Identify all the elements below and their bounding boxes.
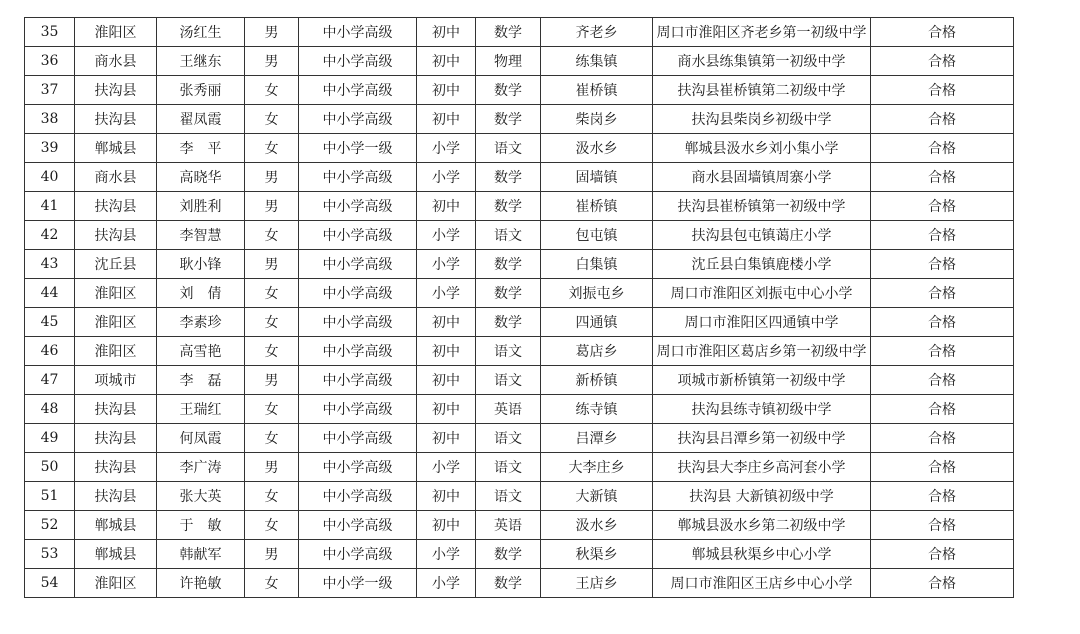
subject-cell: 数学 xyxy=(476,105,541,134)
gender-cell: 男 xyxy=(245,366,299,395)
subject-cell: 物理 xyxy=(476,47,541,76)
subject-cell: 语文 xyxy=(476,482,541,511)
gender-cell: 男 xyxy=(245,250,299,279)
table-row xyxy=(25,453,1014,482)
subject-cell: 数学 xyxy=(476,76,541,105)
subject-cell: 语文 xyxy=(476,134,541,163)
row-number: 42 xyxy=(25,221,75,250)
district-cell: 郸城县 xyxy=(75,134,157,163)
row-number: 52 xyxy=(25,511,75,540)
level-cell: 初中 xyxy=(417,337,476,366)
result-cell: 合格 xyxy=(871,453,1014,482)
level-cell: 小学 xyxy=(417,134,476,163)
level-cell: 小学 xyxy=(417,453,476,482)
level-cell: 初中 xyxy=(417,366,476,395)
row-number: 41 xyxy=(25,192,75,221)
row-number: 53 xyxy=(25,540,75,569)
town-cell: 练寺镇 xyxy=(541,395,653,424)
name-cell: 耿小锋 xyxy=(157,250,245,279)
level-cell: 初中 xyxy=(417,395,476,424)
school-cell: 商水县练集镇第一初级中学 xyxy=(653,47,871,76)
name-cell: 高晓华 xyxy=(157,163,245,192)
row-number: 43 xyxy=(25,250,75,279)
row-number: 40 xyxy=(25,163,75,192)
level-cell: 初中 xyxy=(417,47,476,76)
result-cell: 合格 xyxy=(871,47,1014,76)
district-cell: 扶沟县 xyxy=(75,105,157,134)
district-cell: 淮阳区 xyxy=(75,308,157,337)
town-cell: 王店乡 xyxy=(541,569,653,598)
gender-cell: 女 xyxy=(245,308,299,337)
district-cell: 商水县 xyxy=(75,47,157,76)
title-cell: 中小学一级 xyxy=(299,134,417,163)
row-number: 54 xyxy=(25,569,75,598)
table-row xyxy=(25,395,1014,424)
subject-cell: 数学 xyxy=(476,569,541,598)
result-cell: 合格 xyxy=(871,18,1014,47)
name-cell: 刘胜利 xyxy=(157,192,245,221)
table-row xyxy=(25,192,1014,221)
subject-cell: 英语 xyxy=(476,395,541,424)
result-cell: 合格 xyxy=(871,221,1014,250)
table-row xyxy=(25,569,1014,598)
row-number: 48 xyxy=(25,395,75,424)
school-cell: 周口市淮阳区四通镇中学 xyxy=(653,308,871,337)
level-cell: 小学 xyxy=(417,163,476,192)
school-cell: 扶沟县 大新镇初级中学 xyxy=(653,482,871,511)
name-cell: 张秀丽 xyxy=(157,76,245,105)
table-row xyxy=(25,337,1014,366)
level-cell: 小学 xyxy=(417,540,476,569)
district-cell: 淮阳区 xyxy=(75,337,157,366)
subject-cell: 语文 xyxy=(476,337,541,366)
level-cell: 初中 xyxy=(417,105,476,134)
name-cell: 汤红生 xyxy=(157,18,245,47)
table-row xyxy=(25,134,1014,163)
gender-cell: 男 xyxy=(245,453,299,482)
title-cell: 中小学一级 xyxy=(299,569,417,598)
name-cell: 许艳敏 xyxy=(157,569,245,598)
subject-cell: 语文 xyxy=(476,221,541,250)
table-row xyxy=(25,221,1014,250)
subject-cell: 语文 xyxy=(476,366,541,395)
gender-cell: 女 xyxy=(245,76,299,105)
row-number: 44 xyxy=(25,279,75,308)
row-number: 50 xyxy=(25,453,75,482)
town-cell: 汲水乡 xyxy=(541,134,653,163)
result-cell: 合格 xyxy=(871,105,1014,134)
title-cell: 中小学高级 xyxy=(299,47,417,76)
town-cell: 新桥镇 xyxy=(541,366,653,395)
name-cell: 李 磊 xyxy=(157,366,245,395)
school-cell: 周口市淮阳区葛店乡第一初级中学 xyxy=(653,337,871,366)
table-row xyxy=(25,366,1014,395)
gender-cell: 男 xyxy=(245,540,299,569)
result-cell: 合格 xyxy=(871,337,1014,366)
school-cell: 扶沟县吕潭乡第一初级中学 xyxy=(653,424,871,453)
gender-cell: 女 xyxy=(245,279,299,308)
school-cell: 扶沟县崔桥镇第二初级中学 xyxy=(653,76,871,105)
title-cell: 中小学高级 xyxy=(299,76,417,105)
name-cell: 王继东 xyxy=(157,47,245,76)
district-cell: 淮阳区 xyxy=(75,569,157,598)
title-cell: 中小学高级 xyxy=(299,482,417,511)
result-cell: 合格 xyxy=(871,395,1014,424)
town-cell: 崔桥镇 xyxy=(541,76,653,105)
row-number: 49 xyxy=(25,424,75,453)
school-cell: 郸城县汲水乡刘小集小学 xyxy=(653,134,871,163)
district-cell: 郸城县 xyxy=(75,540,157,569)
title-cell: 中小学高级 xyxy=(299,453,417,482)
subject-cell: 数学 xyxy=(476,250,541,279)
school-cell: 扶沟县崔桥镇第一初级中学 xyxy=(653,192,871,221)
school-cell: 周口市淮阳区刘振屯中心小学 xyxy=(653,279,871,308)
gender-cell: 男 xyxy=(245,47,299,76)
district-cell: 扶沟县 xyxy=(75,221,157,250)
title-cell: 中小学高级 xyxy=(299,18,417,47)
table-row xyxy=(25,511,1014,540)
school-cell: 项城市新桥镇第一初级中学 xyxy=(653,366,871,395)
title-cell: 中小学高级 xyxy=(299,540,417,569)
result-cell: 合格 xyxy=(871,192,1014,221)
table-row xyxy=(25,308,1014,337)
gender-cell: 女 xyxy=(245,482,299,511)
school-cell: 郸城县汲水乡第二初级中学 xyxy=(653,511,871,540)
table-body xyxy=(25,18,1014,598)
subject-cell: 数学 xyxy=(476,279,541,308)
name-cell: 何凤霞 xyxy=(157,424,245,453)
town-cell: 大新镇 xyxy=(541,482,653,511)
row-number: 39 xyxy=(25,134,75,163)
row-number: 36 xyxy=(25,47,75,76)
school-cell: 周口市淮阳区王店乡中心小学 xyxy=(653,569,871,598)
table-row xyxy=(25,105,1014,134)
title-cell: 中小学高级 xyxy=(299,221,417,250)
school-cell: 郸城县秋渠乡中心小学 xyxy=(653,540,871,569)
level-cell: 小学 xyxy=(417,221,476,250)
district-cell: 淮阳区 xyxy=(75,18,157,47)
name-cell: 韩献军 xyxy=(157,540,245,569)
result-cell: 合格 xyxy=(871,366,1014,395)
result-cell: 合格 xyxy=(871,511,1014,540)
level-cell: 初中 xyxy=(417,18,476,47)
town-cell: 白集镇 xyxy=(541,250,653,279)
subject-cell: 英语 xyxy=(476,511,541,540)
town-cell: 柴岗乡 xyxy=(541,105,653,134)
gender-cell: 男 xyxy=(245,18,299,47)
district-cell: 郸城县 xyxy=(75,511,157,540)
result-cell: 合格 xyxy=(871,424,1014,453)
town-cell: 四通镇 xyxy=(541,308,653,337)
school-cell: 沈丘县白集镇鹿楼小学 xyxy=(653,250,871,279)
result-cell: 合格 xyxy=(871,540,1014,569)
title-cell: 中小学高级 xyxy=(299,308,417,337)
level-cell: 小学 xyxy=(417,279,476,308)
level-cell: 初中 xyxy=(417,76,476,105)
row-number: 37 xyxy=(25,76,75,105)
name-cell: 于 敏 xyxy=(157,511,245,540)
district-cell: 项城市 xyxy=(75,366,157,395)
row-number: 38 xyxy=(25,105,75,134)
subject-cell: 数学 xyxy=(476,18,541,47)
result-cell: 合格 xyxy=(871,163,1014,192)
town-cell: 固墙镇 xyxy=(541,163,653,192)
result-cell: 合格 xyxy=(871,569,1014,598)
table-row xyxy=(25,250,1014,279)
school-cell: 周口市淮阳区齐老乡第一初级中学 xyxy=(653,18,871,47)
row-number: 47 xyxy=(25,366,75,395)
name-cell: 翟凤霞 xyxy=(157,105,245,134)
name-cell: 王瑞红 xyxy=(157,395,245,424)
school-cell: 扶沟县柴岗乡初级中学 xyxy=(653,105,871,134)
gender-cell: 男 xyxy=(245,163,299,192)
row-number: 35 xyxy=(25,18,75,47)
district-cell: 扶沟县 xyxy=(75,424,157,453)
result-cell: 合格 xyxy=(871,482,1014,511)
table-row xyxy=(25,279,1014,308)
school-cell: 扶沟县包屯镇蔼庄小学 xyxy=(653,221,871,250)
gender-cell: 女 xyxy=(245,511,299,540)
district-cell: 扶沟县 xyxy=(75,76,157,105)
title-cell: 中小学高级 xyxy=(299,250,417,279)
town-cell: 大李庄乡 xyxy=(541,453,653,482)
district-cell: 淮阳区 xyxy=(75,279,157,308)
gender-cell: 女 xyxy=(245,105,299,134)
title-cell: 中小学高级 xyxy=(299,511,417,540)
table-row xyxy=(25,482,1014,511)
gender-cell: 女 xyxy=(245,395,299,424)
gender-cell: 女 xyxy=(245,221,299,250)
result-cell: 合格 xyxy=(871,279,1014,308)
results-table xyxy=(24,17,1014,598)
town-cell: 葛店乡 xyxy=(541,337,653,366)
table-row xyxy=(25,540,1014,569)
subject-cell: 数学 xyxy=(476,540,541,569)
district-cell: 扶沟县 xyxy=(75,453,157,482)
gender-cell: 女 xyxy=(245,424,299,453)
table-row xyxy=(25,18,1014,47)
subject-cell: 数学 xyxy=(476,308,541,337)
level-cell: 初中 xyxy=(417,482,476,511)
title-cell: 中小学高级 xyxy=(299,192,417,221)
title-cell: 中小学高级 xyxy=(299,279,417,308)
row-number: 46 xyxy=(25,337,75,366)
subject-cell: 语文 xyxy=(476,453,541,482)
level-cell: 初中 xyxy=(417,424,476,453)
town-cell: 汲水乡 xyxy=(541,511,653,540)
level-cell: 小学 xyxy=(417,250,476,279)
result-cell: 合格 xyxy=(871,134,1014,163)
level-cell: 初中 xyxy=(417,192,476,221)
school-cell: 扶沟县练寺镇初级中学 xyxy=(653,395,871,424)
name-cell: 李广涛 xyxy=(157,453,245,482)
town-cell: 刘振屯乡 xyxy=(541,279,653,308)
table-row xyxy=(25,76,1014,105)
gender-cell: 女 xyxy=(245,337,299,366)
name-cell: 李智慧 xyxy=(157,221,245,250)
result-cell: 合格 xyxy=(871,76,1014,105)
row-number: 45 xyxy=(25,308,75,337)
level-cell: 初中 xyxy=(417,308,476,337)
title-cell: 中小学高级 xyxy=(299,395,417,424)
town-cell: 吕潭乡 xyxy=(541,424,653,453)
row-number: 51 xyxy=(25,482,75,511)
town-cell: 齐老乡 xyxy=(541,18,653,47)
name-cell: 张大英 xyxy=(157,482,245,511)
level-cell: 小学 xyxy=(417,569,476,598)
district-cell: 扶沟县 xyxy=(75,192,157,221)
district-cell: 沈丘县 xyxy=(75,250,157,279)
town-cell: 秋渠乡 xyxy=(541,540,653,569)
gender-cell: 女 xyxy=(245,134,299,163)
district-cell: 扶沟县 xyxy=(75,482,157,511)
district-cell: 扶沟县 xyxy=(75,395,157,424)
table-row xyxy=(25,424,1014,453)
town-cell: 练集镇 xyxy=(541,47,653,76)
title-cell: 中小学高级 xyxy=(299,366,417,395)
name-cell: 刘 倩 xyxy=(157,279,245,308)
subject-cell: 数学 xyxy=(476,192,541,221)
level-cell: 初中 xyxy=(417,511,476,540)
district-cell: 商水县 xyxy=(75,163,157,192)
name-cell: 高雪艳 xyxy=(157,337,245,366)
town-cell: 包屯镇 xyxy=(541,221,653,250)
name-cell: 李 平 xyxy=(157,134,245,163)
subject-cell: 数学 xyxy=(476,163,541,192)
gender-cell: 男 xyxy=(245,192,299,221)
title-cell: 中小学高级 xyxy=(299,337,417,366)
name-cell: 李素珍 xyxy=(157,308,245,337)
table-row xyxy=(25,163,1014,192)
result-cell: 合格 xyxy=(871,250,1014,279)
gender-cell: 女 xyxy=(245,569,299,598)
school-cell: 扶沟县大李庄乡高河套小学 xyxy=(653,453,871,482)
subject-cell: 语文 xyxy=(476,424,541,453)
title-cell: 中小学高级 xyxy=(299,105,417,134)
title-cell: 中小学高级 xyxy=(299,424,417,453)
title-cell: 中小学高级 xyxy=(299,163,417,192)
result-cell: 合格 xyxy=(871,308,1014,337)
school-cell: 商水县固墙镇周寨小学 xyxy=(653,163,871,192)
table-row xyxy=(25,47,1014,76)
town-cell: 崔桥镇 xyxy=(541,192,653,221)
